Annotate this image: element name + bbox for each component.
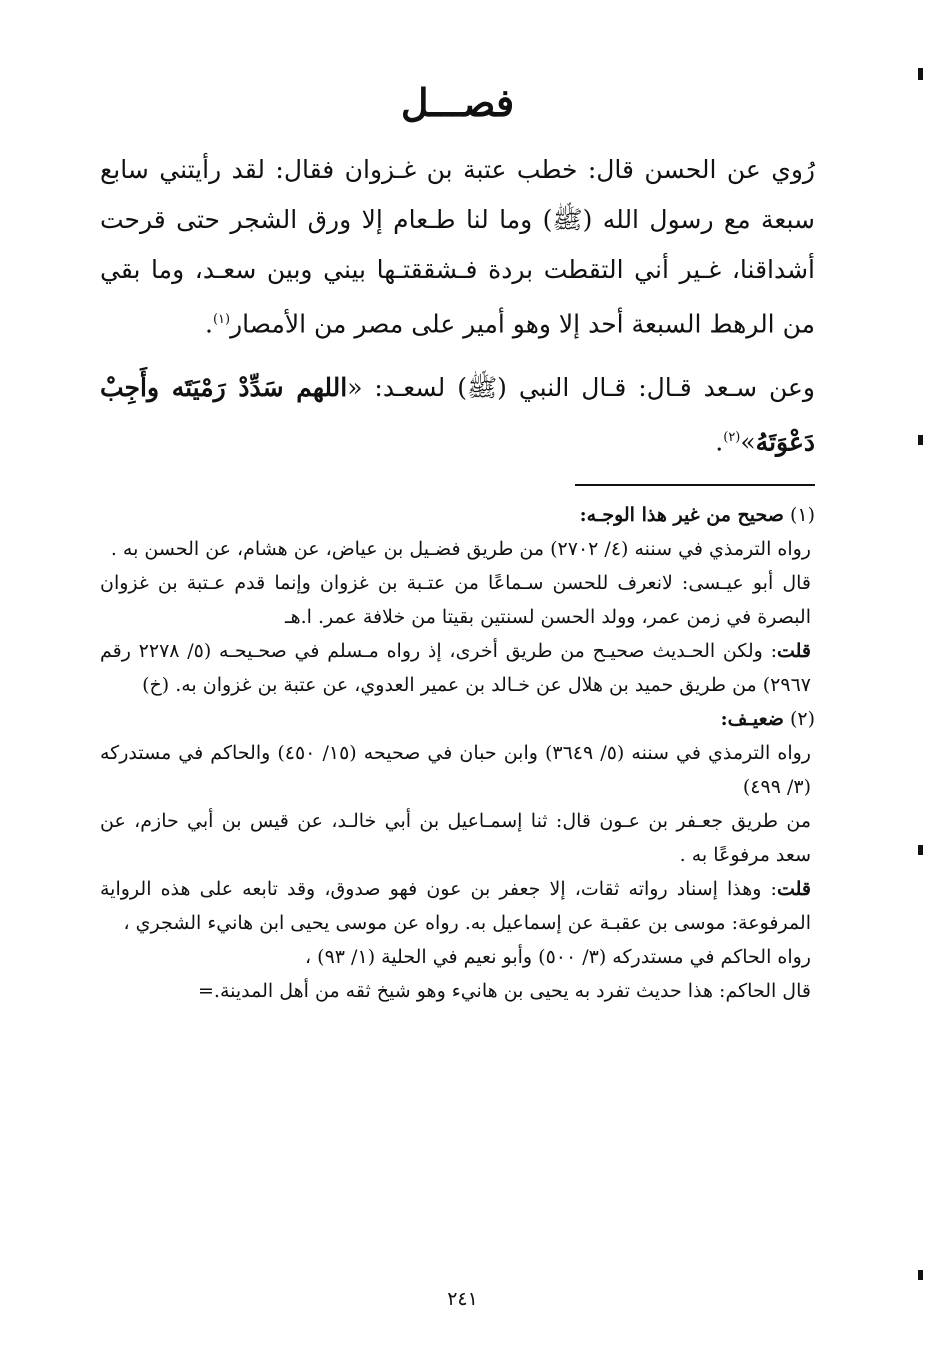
footnote-1-number: (١) <box>789 503 815 526</box>
paragraph-1-text: رُوي عن الحسن قال: خطب عتبة بن غـزوان فقال: لقد رأيتني سابع سبعة مع رسول الله (ﷺ) وما لنا طـعام إلا ورق الشجر حتى قرحت أشداقنا، غـير أني التقطت بردة فـشققتـها بيني وبين سعـد، وما بقي من الرهط السبعة أحد إلا وهو أمير على مصر من الأمصار <box>100 155 815 339</box>
paragraph-2 <box>100 363 815 467</box>
section-title: فصـــل <box>400 80 515 125</box>
footnote-2-comment-text: : وهذا إسناد رواته ثقات، إلا جعفر بن عون فهو صدوق، وقد تابعه على هذه الرواية المرفوعة: موسى بن عقبـة عن إسماعيل به. رواه عن موسى يحيى ابن هانيء الشجري ، <box>100 877 811 934</box>
footnote-2-heading <box>100 702 815 736</box>
margin-mark <box>918 1270 923 1280</box>
margin-mark <box>918 845 923 855</box>
qult-label: قلت <box>776 877 811 900</box>
hadith-quote: اللهم سَدِّدْ رَمْيَتَه وأَجِبْ دَعْوَتَهُ <box>100 373 815 457</box>
footnote-ref-2: (٢) <box>723 430 741 446</box>
paragraph-1-end: . <box>205 309 213 339</box>
footnote-2-line: من طريق جعـفر بن عـون قال: ثنا إسمـاعيل بن أبي خالـد، عن قيس بن أبي حازم، عن سعد مرفوعًا به . <box>100 809 811 866</box>
footnote-2-comment <box>100 872 815 940</box>
paragraph-2-intro: وعن سـعد قـال: قـال النبي (ﷺ) لسعـد: « <box>347 373 815 403</box>
footnote-1-heading <box>100 498 815 532</box>
main-text <box>100 145 815 468</box>
footnote-1-comment-text: : ولكن الحـديث صحيـح من طريق أخرى، إذ رواه مـسلم في صحـيحـه (٥/ ٢٢٧٨ رقم ٢٩٦٧) من طريق حميد بن هلال عن خـالد بن عمير العدوي، عن عتبة بن غزوان به. (خ) <box>100 639 811 696</box>
footnote-2-line: قال الحاكم: هذا حديث تفرد به يحيى بن هانيء وهو شيخ ثقه من أهل المدينة.= <box>198 979 811 1002</box>
paragraph-2-close: » <box>740 427 756 457</box>
footnote-separator <box>575 484 815 486</box>
footnote-2-line: رواه الحاكم في مستدركه (٣/ ٥٠٠) وأبو نعيم في الحلية (١/ ٩٣) ، <box>305 945 811 968</box>
footnote-1-line: رواه الترمذي في سننه (٤/ ٢٧٠٢) من طريق فضـيل بن عياض، عن هشام، عن الحسن به . <box>110 537 811 560</box>
page-number: ٢٤١ <box>447 1288 478 1310</box>
page-content <box>100 70 815 1008</box>
footnote-1-title: صحيح من غير هذا الوجـه: <box>579 503 784 526</box>
qult-label: قلت <box>776 639 811 662</box>
footnote-1-line: قال أبو عيـسى: لانعرف للحسن سـماعًا من عتـبة بن غزوان وإنما قدم عـتبة بن غزوان البصرة في زمن عمر، وولد الحسن لسنتين بقيتا من خلافة عمر. ا.هـ <box>100 571 811 628</box>
margin-mark <box>918 68 923 80</box>
footnote-2-title: ضعيـف: <box>720 707 784 730</box>
footnote-2-number: (٢) <box>789 707 815 730</box>
footnote-ref-1: (١) <box>212 312 231 327</box>
footnotes <box>100 498 815 1008</box>
footnote-2-line: رواه الترمذي في سننه (٥/ ٣٦٤٩) وابن حبان في صحيحه (١٥/ ٤٥٠) والحاكم في مستدركه (٣/ ٤٩٩) <box>100 741 811 798</box>
footnote-1-comment <box>100 634 815 702</box>
paragraph-1 <box>100 145 815 349</box>
paragraph-2-end: . <box>715 427 724 457</box>
margin-mark <box>918 435 923 445</box>
